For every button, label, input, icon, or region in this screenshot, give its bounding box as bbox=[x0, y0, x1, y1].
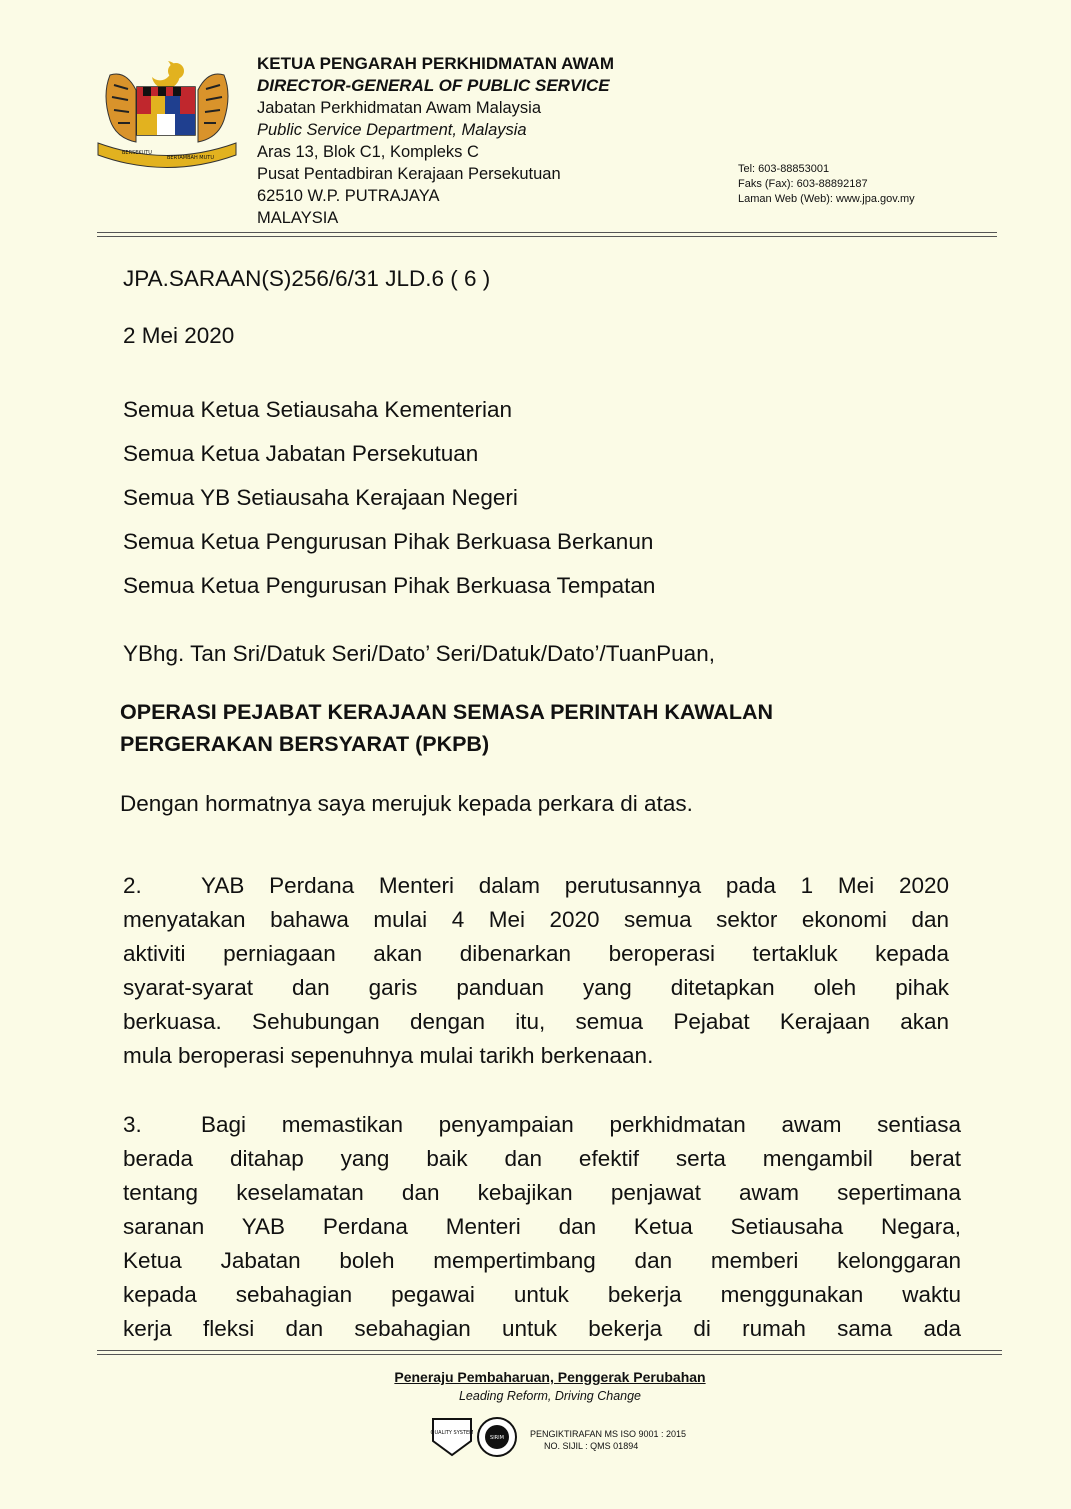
address-line: MALAYSIA bbox=[257, 209, 339, 227]
paragraph-line: 3. Bagi memastikan penyampaian perkhidmatan awam sentiasa bbox=[123, 1108, 961, 1142]
paragraph-line: kepada sebahagian pegawai untuk bekerja menggunakan waktu bbox=[123, 1282, 961, 1307]
intro-sentence: Dengan hormatnya saya merujuk kepada perkara di atas. bbox=[120, 791, 693, 816]
footer-motto-ms: Peneraju Pembaharuan, Penggerak Perubahan bbox=[394, 1369, 706, 1385]
contact-tel: Tel: 603-88853001 bbox=[738, 163, 830, 175]
subject-line: PERGERAKAN BERSYARAT (PKPB) bbox=[120, 732, 490, 756]
recipient: Semua Ketua Pengurusan Pihak Berkuasa Berkanun bbox=[123, 529, 654, 554]
letterhead-dept-en: Public Service Department, Malaysia bbox=[257, 121, 527, 139]
paragraph-line: 2. YAB Perdana Menteri dalam perutusannya pada 1 Mei 2020 bbox=[123, 869, 949, 903]
certification-text bbox=[530, 1428, 686, 1452]
reference-number: JPA.SARAAN(S)256/6/31 JLD.6 ( 6 ) bbox=[123, 266, 491, 291]
recipient: Semua Ketua Jabatan Persekutuan bbox=[123, 441, 479, 466]
paragraph-line: kerja fleksi dan sebahagian untuk bekerja di rumah sama ada bbox=[123, 1316, 961, 1341]
paragraph-line: berkuasa. Sehubungan dengan itu, semua Pejabat Kerajaan akan bbox=[123, 1009, 949, 1034]
paragraph-3 bbox=[123, 1108, 961, 1346]
paragraph-number: 3. bbox=[123, 1112, 142, 1137]
paragraph-line: menyatakan bahawa mulai 4 Mei 2020 semua sektor ekonomi dan bbox=[123, 907, 949, 932]
paragraph-line: tentang keselamatan dan kebajikan penjawat awam sepertimana bbox=[123, 1180, 961, 1205]
letterhead bbox=[257, 53, 717, 229]
header-divider bbox=[97, 232, 997, 237]
svg-text:SIRIM: SIRIM bbox=[490, 1435, 504, 1441]
paragraph-line: saranan YAB Perdana Menteri dan Ketua Setiausaha Negara, bbox=[123, 1214, 961, 1239]
paragraph-line: Ketua Jabatan boleh mempertimbang dan memberi kelonggaran bbox=[123, 1248, 961, 1273]
footer-divider bbox=[97, 1350, 1002, 1355]
paragraph-line: mula beroperasi sepenuhnya mulai tarikh berkenaan. bbox=[123, 1043, 654, 1068]
svg-text:QUALITY SYSTEM: QUALITY SYSTEM bbox=[430, 1430, 474, 1436]
contact-fax: Faks (Fax): 603-88892187 bbox=[738, 178, 868, 190]
letter-date: 2 Mei 2020 bbox=[123, 323, 235, 348]
recipient: Semua Ketua Pengurusan Pihak Berkuasa Tempatan bbox=[123, 573, 656, 598]
cert-line: NO. SIJIL : QMS 01894 bbox=[544, 1441, 639, 1451]
salutation: YBhg. Tan Sri/Datuk Seri/Dato’ Seri/Datuk/Dato’/TuanPuan, bbox=[123, 641, 715, 666]
paragraph-line: berada ditahap yang baik dan efektif serta mengambil berat bbox=[123, 1146, 961, 1171]
address-line: Pusat Pentadbiran Kerajaan Persekutuan bbox=[257, 165, 561, 183]
certification-logos bbox=[429, 1415, 521, 1459]
address-line: Aras 13, Blok C1, Kompleks C bbox=[257, 143, 479, 161]
contact-info bbox=[738, 162, 915, 207]
paragraph-2 bbox=[123, 869, 949, 1073]
contact-web: Laman Web (Web): www.jpa.gov.my bbox=[738, 193, 915, 205]
paragraph-line: aktiviti perniagaan akan dibenarkan beroperasi tertakluk kepada bbox=[123, 941, 949, 966]
subject-line: OPERASI PEJABAT KERAJAAN SEMASA PERINTAH KAWALAN bbox=[120, 700, 774, 724]
paragraph-line: syarat-syarat dan garis panduan yang ditetapkan oleh pihak bbox=[123, 975, 949, 1000]
footer-motto-en: Leading Reform, Driving Change bbox=[458, 1389, 642, 1403]
subject-heading bbox=[120, 696, 940, 760]
coat-of-arms-logo bbox=[92, 55, 242, 170]
recipient: Semua YB Setiausaha Kerajaan Negeri bbox=[123, 485, 518, 510]
letterhead-title-en: DIRECTOR-GENERAL OF PUBLIC SERVICE bbox=[257, 76, 610, 95]
recipient: Semua Ketua Setiausaha Kementerian bbox=[123, 397, 513, 422]
letterhead-dept-ms: Jabatan Perkhidmatan Awam Malaysia bbox=[257, 99, 542, 117]
letterhead-title-ms: KETUA PENGARAH PERKHIDMATAN AWAM bbox=[257, 54, 614, 73]
svg-text:BERTAMBAH MUTU: BERTAMBAH MUTU bbox=[167, 155, 214, 161]
svg-text:BERSEKUTU: BERSEKUTU bbox=[122, 150, 152, 156]
paragraph-number: 2. bbox=[123, 873, 142, 898]
cert-line: PENGIKTIRAFAN MS ISO 9001 : 2015 bbox=[530, 1429, 687, 1439]
recipients-list bbox=[123, 396, 655, 616]
address-line: 62510 W.P. PUTRAJAYA bbox=[257, 187, 440, 205]
